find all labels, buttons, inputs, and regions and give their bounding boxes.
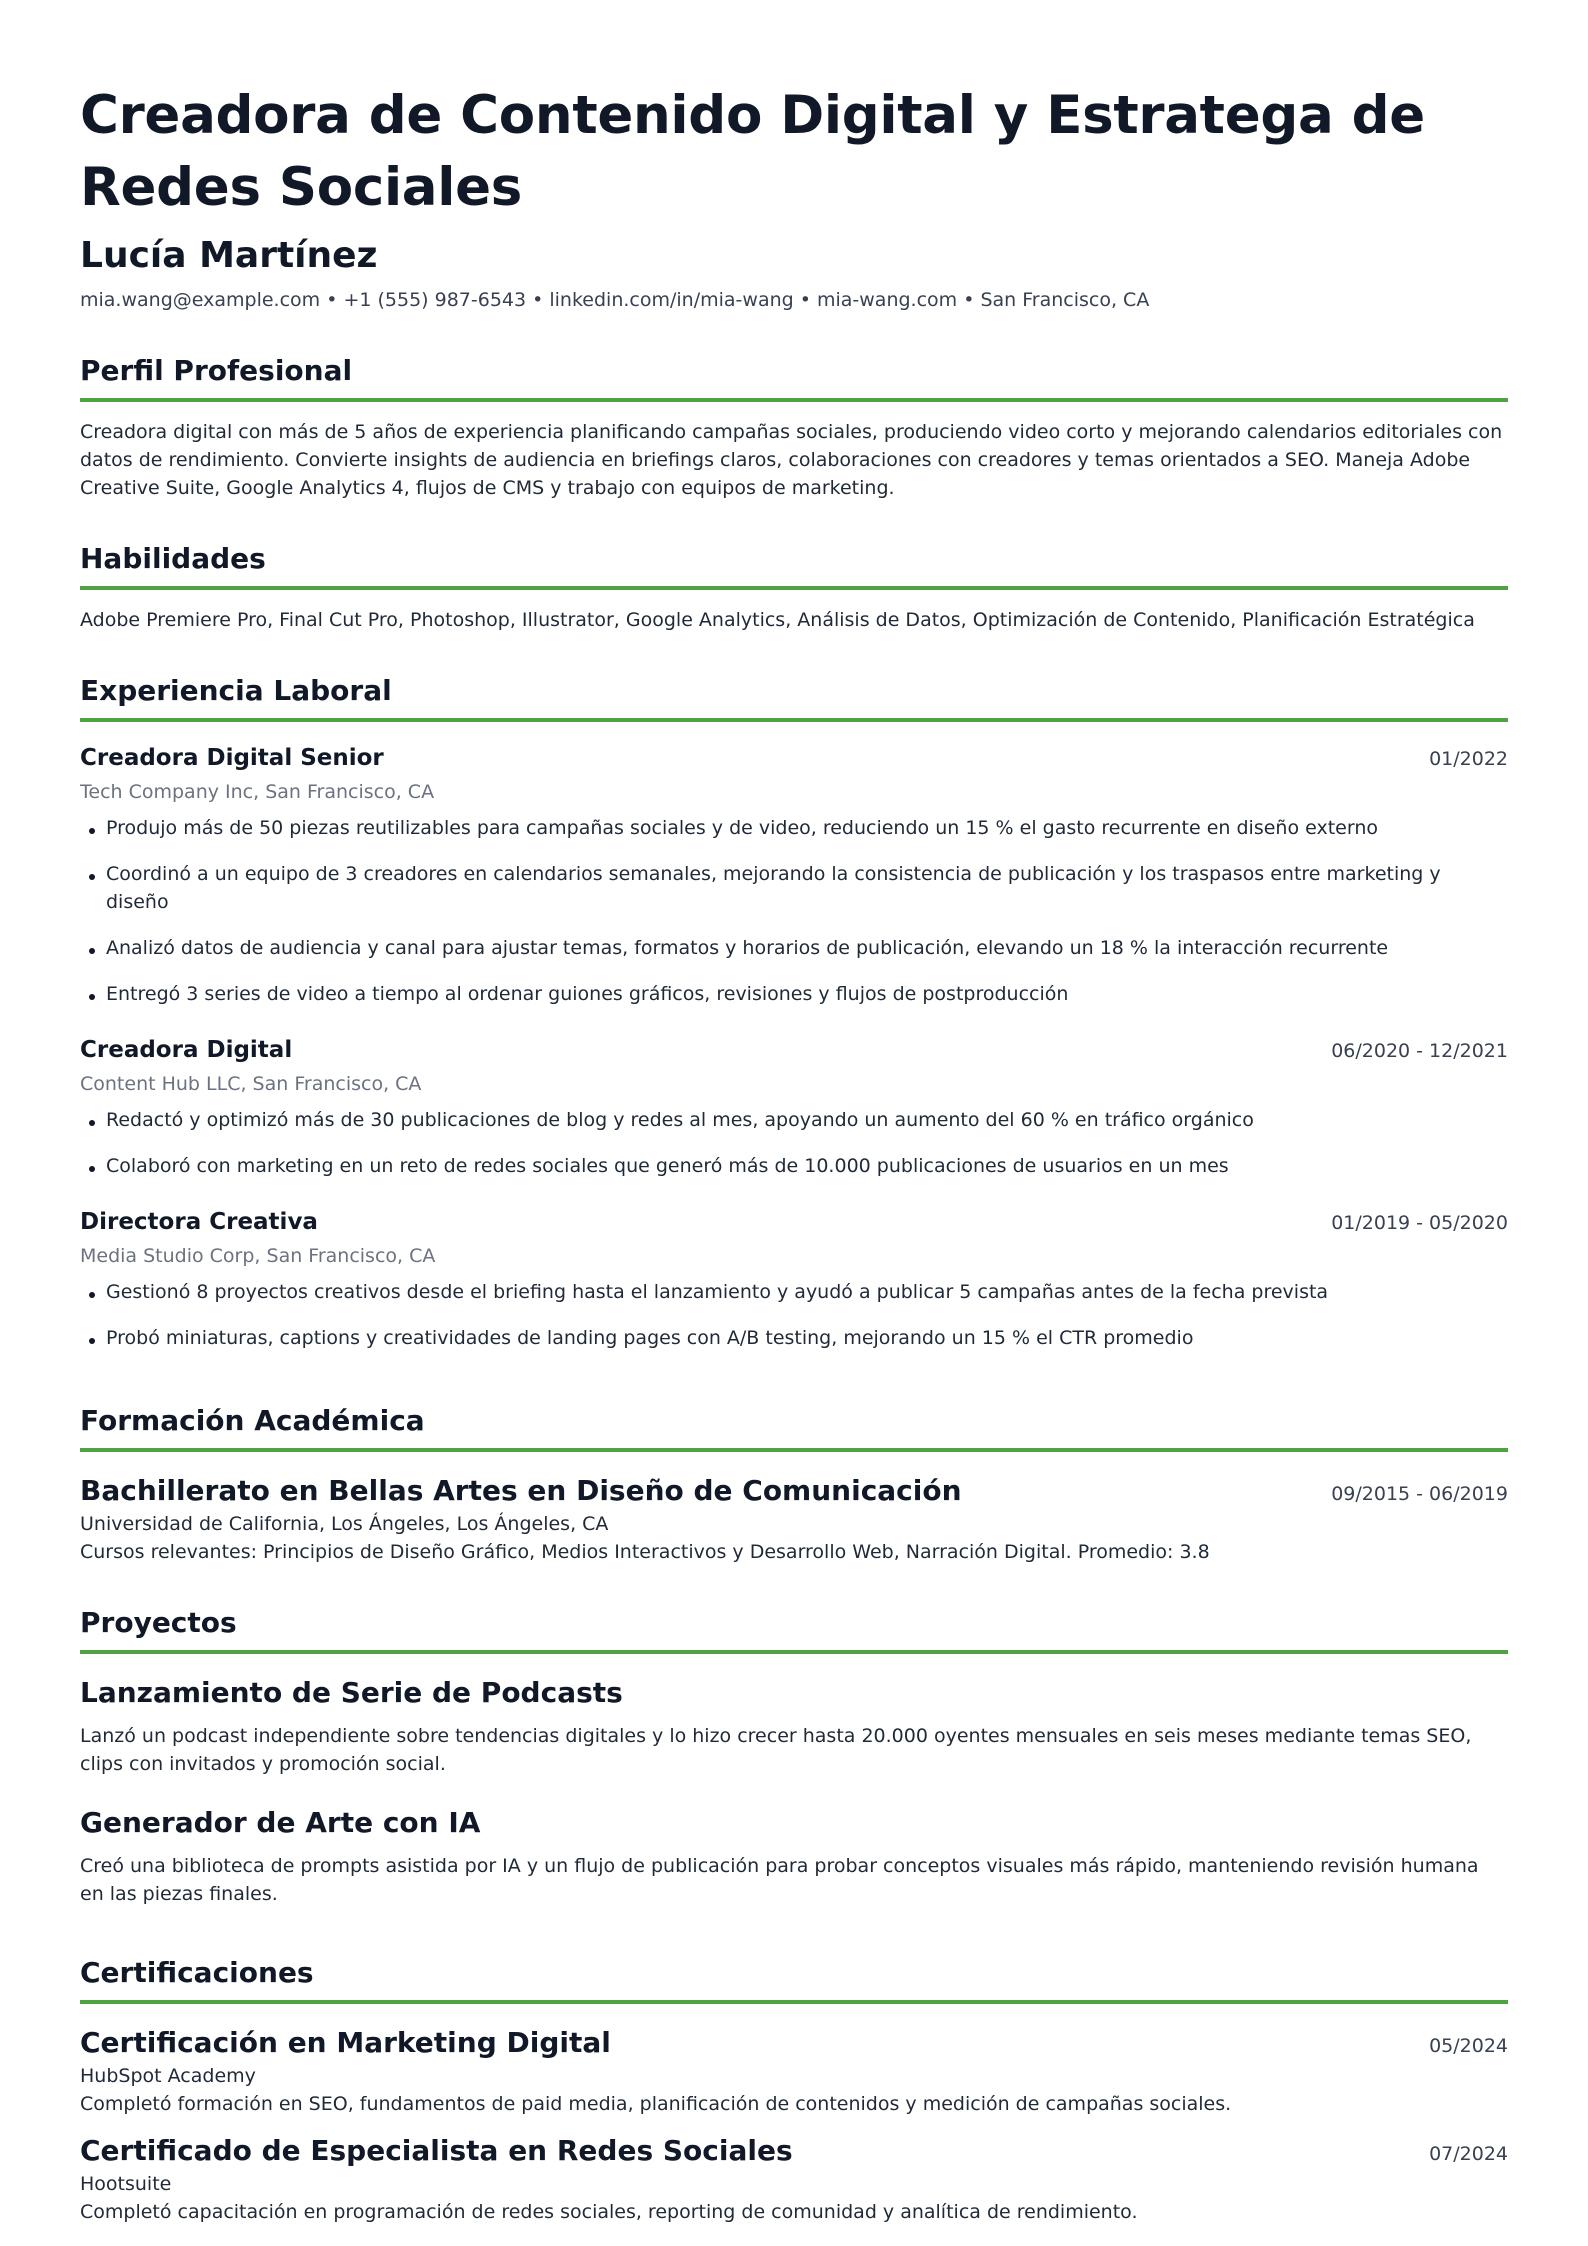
project-entry [80,1674,1508,1778]
job-title: Creadora Digital Senior [80,745,384,771]
certification-description: Completó capacitación en programación de redes sociales, reporting de comunidad y analítica de rendimiento. [80,2201,1138,2223]
job-entry [80,1034,1508,1180]
experience-heading: Experiencia Laboral [80,672,1508,722]
project-description: Lanzó un podcast independiente sobre tendencias digitales y lo hizo crecer hasta 20.000 oyentes mensuales en seis meses mediante temas SEO, clips con invitados y promoción social. [80,1725,1472,1775]
project-entry [80,1804,1508,1908]
certification-description: Completó formación en SEO, fundamentos de paid media, planificación de contenidos y medición de campañas sociales. [80,2093,1232,2115]
job-bullet: Probó miniaturas, captions y creatividades de landing pages con A/B testing, mejorando un 15 % el CTR promedio [80,1324,1508,1352]
profile-text: Creadora digital con más de 5 años de experiencia planificando campañas sociales, produciendo video corto y mejorando calendarios editoriales con datos de rendimiento. Convierte insights de audiencia en briefings claros, colaboraciones con creadores y temas orientados a SEO. Maneja Adobe Creative Suite, Google Analytics 4, flujos de CMS y trabajo con equipos de marketing. [80,421,1503,499]
education-date: 09/2015 - 06/2019 [1331,1483,1508,1505]
certifications-heading: Certificaciones [80,1954,1508,2004]
skills-section [80,540,1508,634]
job-bullet: Produjo más de 50 piezas reutilizables para campañas sociales y de video, reduciendo un 15 % el gasto recurrente en diseño externo [80,814,1508,842]
job-entry [80,1206,1508,1352]
job-bullet: Redactó y optimizó más de 30 publicaciones de blog y redes al mes, apoyando un aumento del 60 % en tráfico orgánico [80,1106,1508,1134]
job-company: Content Hub LLC, San Francisco, CA [80,1073,422,1095]
projects-heading: Proyectos [80,1604,1508,1654]
job-bullet: Analizó datos de audiencia y canal para ajustar temas, formatos y horarios de publicación, elevando un 18 % la interacción recurrente [80,934,1508,962]
certification-entry [80,2132,1508,2226]
projects-section [80,1604,1508,1908]
job-title: Directora Creativa [80,1209,318,1235]
job-bullets [80,1106,1508,1180]
profile-section [80,352,1508,502]
job-date: 01/2019 - 05/2020 [1331,1212,1508,1234]
project-title: Generador de Arte con IA [80,1806,481,1839]
certifications-section [80,1954,1508,2226]
certification-title: Certificado de Especialista en Redes Sociales [80,2134,793,2167]
job-bullets [80,1278,1508,1352]
job-title: Creadora Digital [80,1037,293,1063]
resume-title: Creadora de Contenido Digital y Estratega de Redes Sociales [80,85,1425,218]
contact-line: mia.wang@example.com • +1 (555) 987-6543 • linkedin.com/in/mia-wang • mia-wang.com • San Francisco, CA [80,289,1150,311]
job-bullet: Entregó 3 series de video a tiempo al ordenar guiones gráficos, revisiones y flujos de postproducción [80,980,1508,1008]
education-entry [80,1472,1508,1566]
job-date: 01/2022 [1429,748,1508,770]
degree-title: Bachillerato en Bellas Artes en Diseño de Comunicación [80,1474,962,1507]
job-entry [80,742,1508,1008]
certification-date: 07/2024 [1429,2143,1508,2165]
job-date: 06/2020 - 12/2021 [1331,1040,1508,1062]
skills-heading: Habilidades [80,540,1508,590]
school-name: Universidad de California, Los Ángeles, Los Ángeles, CA [80,1513,609,1535]
certification-entry [80,2024,1508,2118]
job-bullets [80,814,1508,1008]
education-details: Cursos relevantes: Principios de Diseño Gráfico, Medios Interactivos y Desarrollo Web, Narración Digital. Promedio: 3.8 [80,1541,1210,1563]
certification-issuer: HubSpot Academy [80,2065,256,2087]
certification-issuer: Hootsuite [80,2173,172,2195]
education-heading: Formación Académica [80,1402,1508,1452]
job-bullet: Coordinó a un equipo de 3 creadores en calendarios semanales, mejorando la consistencia de publicación y los traspasos entre marketing y diseño [80,860,1508,916]
job-company: Tech Company Inc, San Francisco, CA [80,781,435,803]
certification-date: 05/2024 [1429,2035,1508,2057]
profile-heading: Perfil Profesional [80,352,1508,402]
experience-section [80,672,1508,1352]
certification-title: Certificación en Marketing Digital [80,2026,611,2059]
job-bullet: Colaboró con marketing en un reto de redes sociales que generó más de 10.000 publicaciones de usuarios en un mes [80,1152,1508,1180]
candidate-name: Lucía Martínez [80,235,378,276]
skills-text: Adobe Premiere Pro, Final Cut Pro, Photoshop, Illustrator, Google Analytics, Análisis de Datos, Optimización de Contenido, Planificación Estratégica [80,609,1475,631]
job-company: Media Studio Corp, San Francisco, CA [80,1245,436,1267]
education-section [80,1402,1508,1566]
project-description: Creó una biblioteca de prompts asistida por IA y un flujo de publicación para probar conceptos visuales más rápido, manteniendo revisión humana en las piezas finales. [80,1855,1479,1905]
project-title: Lanzamiento de Serie de Podcasts [80,1676,623,1709]
job-bullet: Gestionó 8 proyectos creativos desde el briefing hasta el lanzamiento y ayudó a publicar 5 campañas antes de la fecha prevista [80,1278,1508,1306]
